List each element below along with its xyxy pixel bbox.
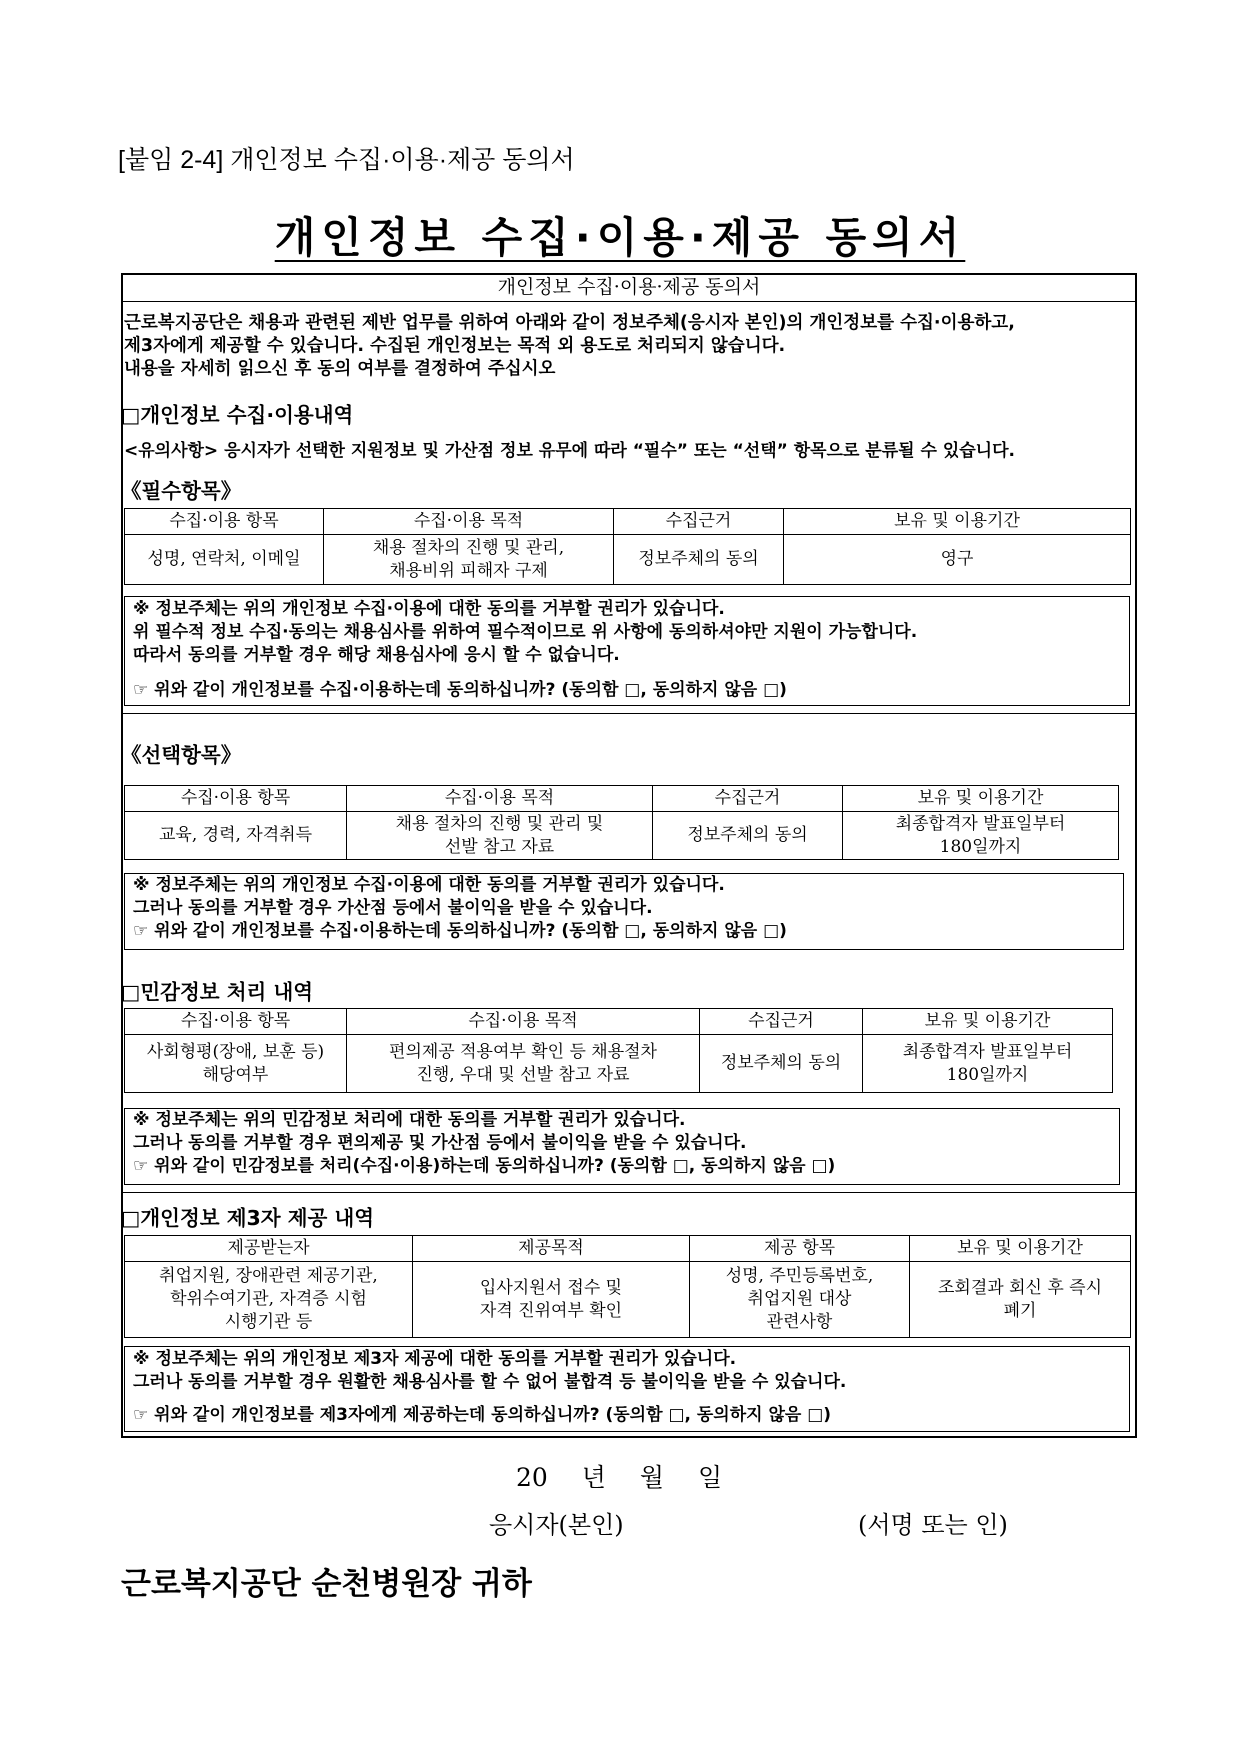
required-table xyxy=(124,508,1131,585)
table-cell: 채용 절차의 진행 및 관리 및 선발 참고 자료 xyxy=(347,812,653,860)
third-party-table xyxy=(124,1235,1131,1338)
sensitive-consent-box xyxy=(124,1108,1120,1185)
table-cell: 조회결과 회신 후 즉시 폐기 xyxy=(910,1262,1131,1338)
column-header: 수집·이용 항목 xyxy=(125,509,324,535)
table-cell: 성명, 주민등록번호, 취업지원 대상 관련사항 xyxy=(690,1262,910,1338)
table-cell: 사회형평(장애, 보훈 등) 해당여부 xyxy=(125,1035,347,1093)
table-cell: 최종합격자 발표일부터 180일까지 xyxy=(843,812,1119,860)
consent-question[interactable]: ☞ 위와 같이 개인정보를 수집·이용하는데 동의하십니까? (동의함 □, 동의하지 않음 □) xyxy=(133,921,787,941)
column-header: 수집근거 xyxy=(653,786,843,812)
column-header: 수집·이용 목적 xyxy=(324,509,614,535)
notice-line: ※ 정보주체는 위의 개인정보 제3자 제공에 대한 동의를 거부할 권리가 있습니다. xyxy=(133,1349,737,1369)
table-cell: 교육, 경력, 자격취득 xyxy=(125,812,347,860)
column-header: 수집·이용 목적 xyxy=(347,1009,700,1035)
optional-table xyxy=(124,785,1119,860)
column-header: 보유 및 이용기간 xyxy=(784,509,1131,535)
recipient-line: 근로복지공단 순천병원장 귀하 xyxy=(121,1566,532,1602)
notice-line: 그러나 동의를 거부할 경우 원활한 채용심사를 할 수 없어 불합격 등 불이익을 받을 수 있습니다. xyxy=(133,1372,847,1392)
consent-question[interactable]: ☞ 위와 같이 개인정보를 수집·이용하는데 동의하십니까? (동의함 □, 동의하지 않음 □) xyxy=(133,680,787,700)
intro-line: 제3자에게 제공할 수 있습니다. 수집된 개인정보는 목적 외 용도로 처리되지 않습니다. xyxy=(124,336,786,356)
intro-line: 근로복지공단은 채용과 관련된 제반 업무를 위하여 아래와 같이 정보주체(응시자 본인)의 개인정보를 수집·이용하고, xyxy=(124,313,1015,333)
table-cell: 정보주체의 동의 xyxy=(700,1035,863,1093)
optional-consent-box xyxy=(124,873,1124,950)
sensitive-table xyxy=(124,1008,1113,1093)
intro-line: 내용을 자세히 읽으신 후 동의 여부를 결정하여 주십시오 xyxy=(124,359,556,379)
notice-line: ※ 정보주체는 위의 개인정보 수집·이용에 대한 동의를 거부할 권리가 있습니다. xyxy=(133,599,725,619)
third-party-heading: □개인정보 제3자 제공 내역 xyxy=(121,1206,375,1230)
required-heading: 《필수항목》 xyxy=(121,479,242,503)
column-header: 제공받는자 xyxy=(125,1236,413,1262)
signature-label: (서명 또는 인) xyxy=(858,1511,1008,1539)
section-divider xyxy=(121,713,1137,714)
notice-line: ※ 정보주체는 위의 개인정보 수집·이용에 대한 동의를 거부할 권리가 있습니다. xyxy=(133,875,725,895)
notice-line: 위 필수적 정보 수집·동의는 채용심사를 위하여 필수적이므로 위 사항에 동의하셔야만 지원이 가능합니다. xyxy=(133,622,918,642)
column-header: 보유 및 이용기간 xyxy=(863,1009,1113,1035)
notice-text: <유의사항> 응시자가 선택한 지원정보 및 가산점 정보 유무에 따라 “필수” 또는 “선택” 항목으로 분류될 수 있습니다. xyxy=(124,441,1015,461)
required-consent-box xyxy=(124,596,1130,706)
consent-question[interactable]: ☞ 위와 같이 개인정보를 제3자에게 제공하는데 동의하십니까? (동의함 □, 동의하지 않음 □) xyxy=(133,1405,832,1425)
column-header: 보유 및 이용기간 xyxy=(910,1236,1131,1262)
column-header: 수집·이용 항목 xyxy=(125,1009,347,1035)
column-header: 보유 및 이용기간 xyxy=(843,786,1119,812)
table-cell: 취업지원, 장애관련 제공기관, 학위수여기관, 자격증 시험 시행기관 등 xyxy=(125,1262,413,1338)
column-header: 수집·이용 목적 xyxy=(347,786,653,812)
date-line: 20 년 월 일 xyxy=(516,1463,723,1492)
section-divider xyxy=(121,1192,1137,1193)
table-cell: 정보주체의 동의 xyxy=(614,535,784,585)
table-cell: 채용 절차의 진행 및 관리, 채용비위 피해자 구제 xyxy=(324,535,614,585)
notice-line: 따라서 동의를 거부할 경우 해당 채용심사에 응시 할 수 없습니다. xyxy=(133,645,620,665)
applicant-label: 응시자(본인) xyxy=(489,1511,624,1539)
column-header: 수집근거 xyxy=(700,1009,863,1035)
column-header: 수집·이용 항목 xyxy=(125,786,347,812)
column-header: 제공목적 xyxy=(413,1236,690,1262)
notice-line: 그러나 동의를 거부할 경우 가산점 등에서 불이익을 받을 수 있습니다. xyxy=(133,898,653,918)
table-cell: 영구 xyxy=(784,535,1131,585)
consent-question[interactable]: ☞ 위와 같이 민감정보를 처리(수집·이용)하는데 동의하십니까? (동의함 □, 동의하지 않음 □) xyxy=(133,1156,836,1176)
optional-heading: 《선택항목》 xyxy=(121,743,242,767)
table-cell: 정보주체의 동의 xyxy=(653,812,843,860)
sensitive-heading: □민감정보 처리 내역 xyxy=(121,980,314,1004)
table-cell: 성명, 연락처, 이메일 xyxy=(125,535,324,585)
notice-line: ※ 정보주체는 위의 민감정보 처리에 대한 동의를 거부할 권리가 있습니다. xyxy=(133,1110,686,1130)
column-header: 제공 항목 xyxy=(690,1236,910,1262)
column-header: 수집근거 xyxy=(614,509,784,535)
attachment-label: [붙임 2-4] 개인정보 수집·이용·제공 동의서 xyxy=(118,146,575,174)
table-cell: 편의제공 적용여부 확인 등 채용절차 진행, 우대 및 선발 참고 자료 xyxy=(347,1035,700,1093)
table-cell: 입사지원서 접수 및 자격 진위여부 확인 xyxy=(413,1262,690,1338)
intro-text xyxy=(124,312,1144,381)
third-party-consent-box xyxy=(124,1346,1130,1432)
form-header: 개인정보 수집·이용·제공 동의서 xyxy=(121,273,1137,302)
document-title: 개인정보 수집·이용·제공 동의서 xyxy=(274,213,966,262)
table-cell: 최종합격자 발표일부터 180일까지 xyxy=(863,1035,1113,1093)
section-collect-heading: □개인정보 수집·이용내역 xyxy=(121,403,354,427)
notice-line: 그러나 동의를 거부할 경우 편의제공 및 가산점 등에서 불이익을 받을 수 있습니다. xyxy=(133,1133,747,1153)
